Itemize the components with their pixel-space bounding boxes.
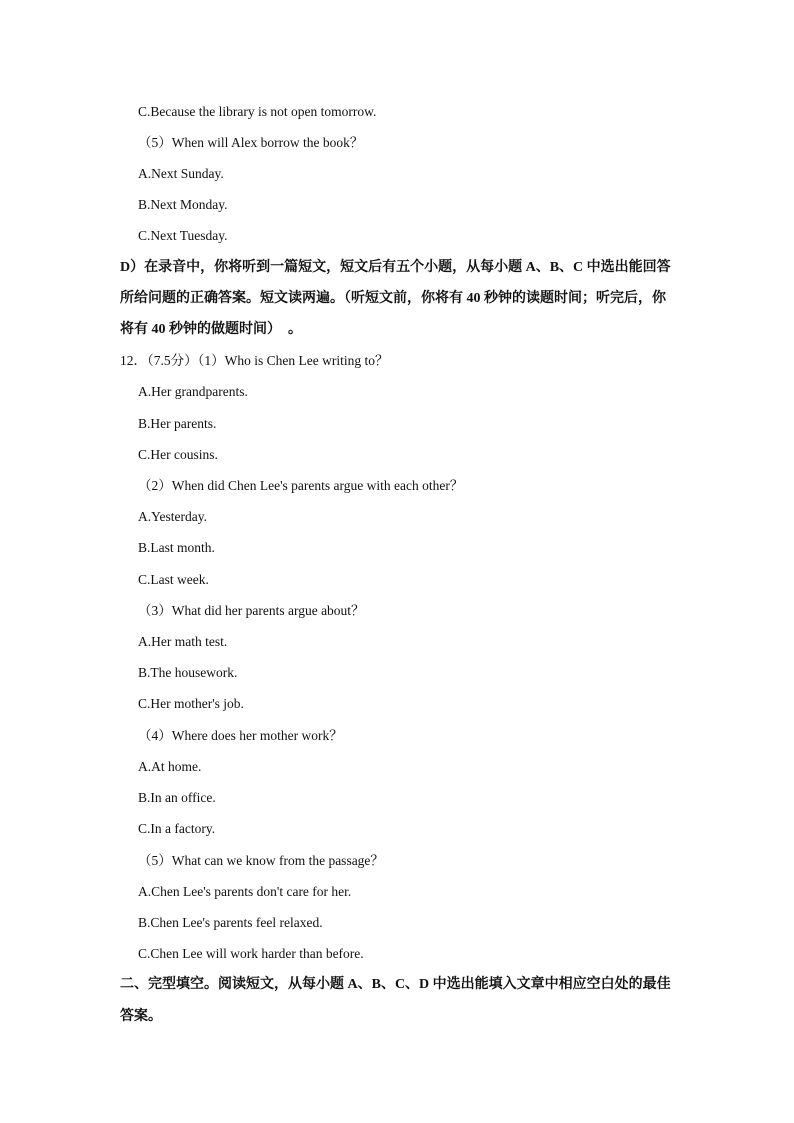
q12-4-option-b: B.In an office.	[138, 790, 216, 805]
q12-4-option-a: A.At home.	[138, 759, 202, 774]
q12-5-option-c: C.Chen Lee will work harder than before.	[138, 946, 364, 961]
section-d-instruction-line1: D）在录音中，你将听到一篇短文，短文后有五个小题，从每小题 A、B、C 中选出能回答	[120, 260, 671, 275]
q12-question-4: （4）Where does her mother work？	[138, 728, 343, 743]
q12-header: 12．（7.5分）（1）Who is Chen Lee writing to？	[120, 353, 389, 368]
q12-2-option-b: B.Last month.	[138, 540, 215, 555]
q12-1-option-a: A.Her grandparents.	[138, 384, 248, 399]
q11-option-b5: B.Next Monday.	[138, 197, 228, 212]
q12-3-option-b: B.The housework.	[138, 665, 238, 680]
section-d-instruction-line3: 将有 40 秒钟的做题时间） 。	[120, 322, 302, 337]
q12-5-option-a: A.Chen Lee's parents don't care for her.	[138, 884, 352, 899]
q12-1-option-c: C.Her cousins.	[138, 447, 218, 462]
q11-option-c4: C.Because the library is not open tomorrow.	[138, 104, 377, 119]
q12-question-2: （2）When did Chen Lee's parents argue with each other？	[138, 478, 464, 493]
section-d-instruction-line2: 所给问题的正确答案。短文读两遍。（听短文前，你将有 40 秒钟的读题时间；听完后，你	[120, 291, 666, 306]
section-two-heading-line1: 二、完型填空。阅读短文，从每小题 A、B、C、D 中选出能填入文章中相应空白处的最佳	[120, 977, 671, 992]
q12-3-option-c: C.Her mother's job.	[138, 696, 244, 711]
q12-1-option-b: B.Her parents.	[138, 416, 217, 431]
q12-2-option-c: C.Last week.	[138, 572, 209, 587]
q12-5-option-b: B.Chen Lee's parents feel relaxed.	[138, 915, 323, 930]
q11-question-5: （5）When will Alex borrow the book？	[138, 135, 364, 150]
q12-2-option-a: A.Yesterday.	[138, 509, 207, 524]
q12-question-3: （3）What did her parents argue about？	[138, 603, 365, 618]
q12-4-option-c: C.In a factory.	[138, 821, 216, 836]
q11-option-c5: C.Next Tuesday.	[138, 228, 228, 243]
q12-3-option-a: A.Her math test.	[138, 634, 228, 649]
section-two-heading-line2: 答案。	[120, 1009, 162, 1024]
q12-question-5: （5）What can we know from the passage？	[138, 853, 384, 868]
q11-option-a5: A.Next Sunday.	[138, 166, 224, 181]
